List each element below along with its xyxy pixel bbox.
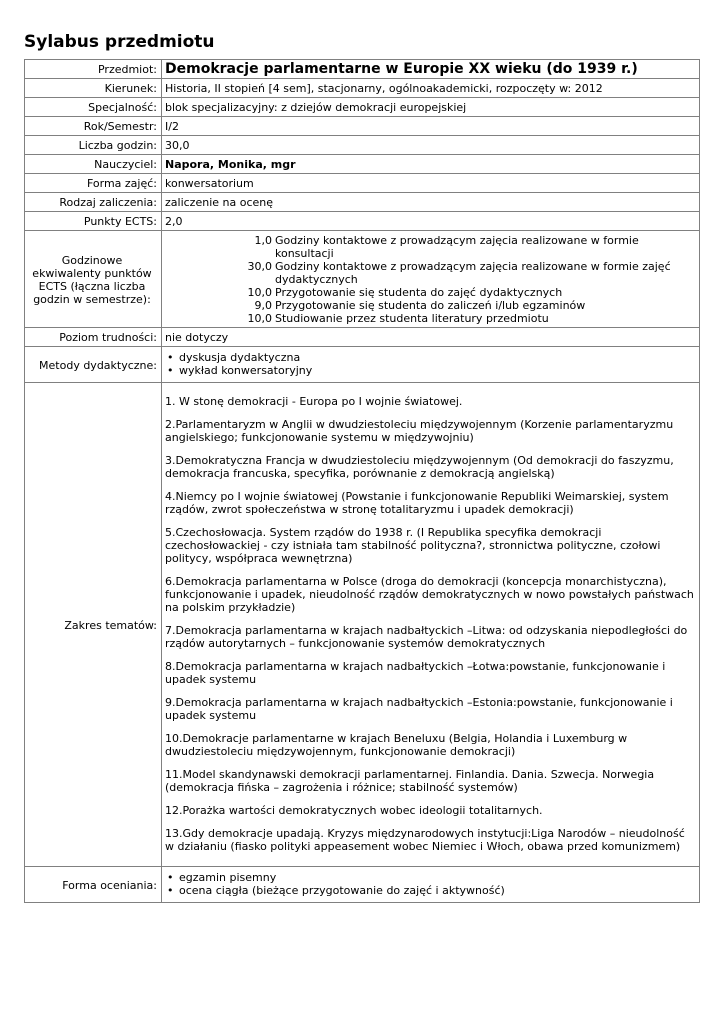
topic-item: 13.Gdy demokracje upadają. Kryzys międzynarodowych instytucji:Liga Narodów – nieudolność w działaniu (fiasko polityki appeasement wobec Niemiec i Włoch, obawa przed komunizmem) [165,827,685,853]
row-difficulty [25,328,700,347]
year-semester-label: Rok/Semestr: [25,117,162,136]
ects-hours-label: Godzinowe ekwiwalenty punktów ECTS (łączna liczba godzin w semestrze): [25,231,162,328]
topic-item: 9.Demokracja parlamentarna w krajach nadbałtyckich –Estonia:powstanie, funkcjonowanie i upadek systemu [165,696,673,722]
methods-list [165,351,697,377]
hours-value: 30,0 [162,136,700,155]
grading-value [162,867,700,903]
row-year-semester [25,117,700,136]
ects-hours-item: 30,0 Godziny kontaktowe z prowadzącym zajęcia realizowane w formie zajęć dydaktycznych [247,260,671,286]
row-methods [25,347,700,383]
ects-hours-item: 9,0 Przygotowanie się studenta do zaliczeń i/lub egzaminów [254,299,586,312]
row-grading [25,867,700,903]
row-teacher [25,155,700,174]
row-program [25,79,700,98]
year-semester-value: I/2 [162,117,700,136]
topics-label: Zakres tematów: [25,383,162,867]
row-ects [25,212,700,231]
methods-label: Metody dydaktyczne: [25,347,162,383]
topic-item: 10.Demokracje parlamentarne w krajach Beneluxu (Belgia, Holandia i Luxemburg w dwudziestoleciu międzywojennym, funkcjonowanie demokracji) [165,732,628,758]
topic-item: 2.Parlamentaryzm w Anglii w dwudziestoleciu międzywojennym (Korzenie parlamentaryzmu angielskiego; funkcjonowanie systemu w międzywojniu) [165,418,674,444]
assessment-type-value: zaliczenie na ocenę [162,193,700,212]
grading-label: Forma oceniania: [25,867,162,903]
form-value: konwersatorium [162,174,700,193]
topic-item: 4.Niemcy po I wojnie światowej (Powstanie i funkcjonowanie Republiki Weimarskiej, system rządów, zwrot społeczeństwa w stronę totalitaryzmu i upadek demokracji) [165,490,669,516]
ects-hours-list [162,231,700,328]
syllabus-table [24,59,700,903]
topic-item: 7.Demokracja parlamentarna w krajach nadbałtyckich –Litwa: od odzyskania niepodległości do rządów autorytarnych – funkcjonowanie systemów demokratycznych [165,624,688,650]
program-value: Historia, II stopień [4 sem], stacjonarny, ogólnoakademicki, rozpoczęty w: 2012 [162,79,700,98]
row-hours [25,136,700,155]
subject-value: Demokracje parlamentarne w Europie XX wieku (do 1939 r.) [162,60,700,79]
row-topics [25,383,700,867]
difficulty-label: Poziom trudności: [25,328,162,347]
difficulty-value: nie dotyczy [162,328,700,347]
ects-value: 2,0 [162,212,700,231]
ects-hours-item: 10,0 Przygotowanie się studenta do zajęć dydaktycznych [247,286,563,299]
ects-hours-item: 10,0 Studiowanie przez studenta literatury przedmiotu [247,312,549,325]
topic-item: 12.Porażka wartości demokratycznych wobec ideologii totalitarnych. [165,804,543,817]
list-item: • egzamin pisemny [165,871,697,884]
form-label: Forma zajęć: [25,174,162,193]
ects-label: Punkty ECTS: [25,212,162,231]
grading-list [165,871,697,897]
topics-value [162,383,700,867]
teacher-value: Napora, Monika, mgr [162,155,700,174]
list-item: • ocena ciągła (bieżące przygotowanie do zajęć i aktywność) [165,884,697,897]
row-ects-hours [25,231,700,328]
page-title: Sylabus przedmiotu [24,32,215,52]
methods-value [162,347,700,383]
list-item: • wykład konwersatoryjny [165,364,697,377]
teacher-label: Nauczyciel: [25,155,162,174]
hours-label: Liczba godzin: [25,136,162,155]
ects-hours-item: 1,0 Godziny kontaktowe z prowadzącym zajęcia realizowane w formie konsultacji [254,234,639,260]
row-form [25,174,700,193]
topic-item: 11.Model skandynawski demokracji parlamentarnej. Finlandia. Dania. Szwecja. Norwegia (demokracja fińska – zagrożenia i różnice; stabilność systemów) [165,768,655,794]
topic-item: 6.Demokracja parlamentarna w Polsce (droga do demokracji (koncepcja monarchistyczna), funkcjonowanie i upadek, nieudolność rządów demokratycznych w nowo powstałych państwach na polskim przykładzie) [165,575,694,614]
topic-item: 3.Demokratyczna Francja w dwudziestoleciu międzywojennym (Od demokracji do faszyzmu, demokracja francuska, specyfika, porównanie z demokracją angielską) [165,454,674,480]
row-specialty [25,98,700,117]
topic-item: 5.Czechosłowacja. System rządów do 1938 r. (I Republika specyfika demokracji czechosłowackiej - czy istniała tam stabilność polityczna?, stronnictwa polityczne, czołowi politycy, współpraca wewnętrzna) [165,526,661,565]
topic-item: 8.Demokracja parlamentarna w krajach nadbałtyckich –Łotwa:powstanie, funkcjonowanie i upadek systemu [165,660,666,686]
assessment-type-label: Rodzaj zaliczenia: [25,193,162,212]
list-item: • dyskusja dydaktyczna [165,351,697,364]
row-assessment-type [25,193,700,212]
row-subject [25,60,700,79]
program-label: Kierunek: [25,79,162,98]
specialty-label: Specjalność: [25,98,162,117]
topic-item: 1. W stonę demokracji - Europa po I wojnie światowej. [165,395,463,408]
specialty-value: blok specjalizacyjny: z dziejów demokracji europejskiej [162,98,700,117]
subject-label: Przedmiot: [25,60,162,79]
